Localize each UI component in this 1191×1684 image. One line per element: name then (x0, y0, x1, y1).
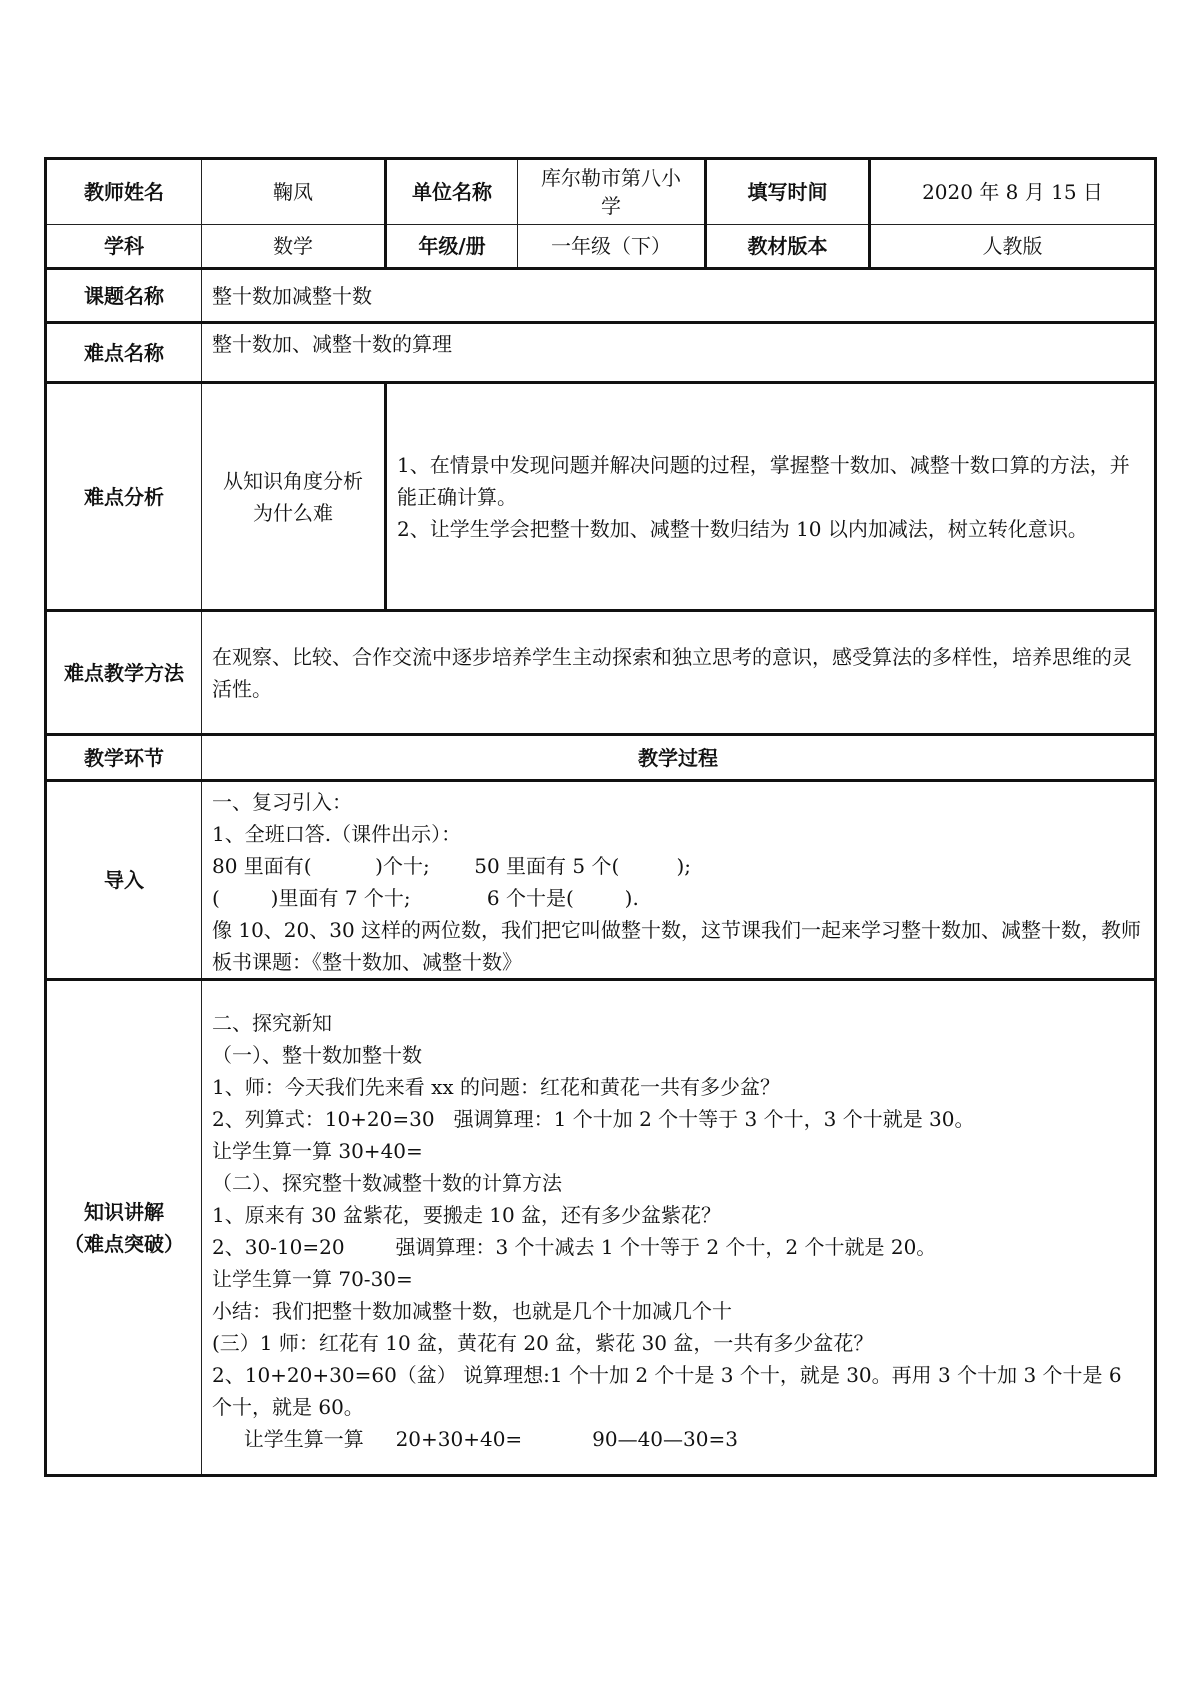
knowledge-line: （二）、探究整十数减整十数的计算方法 (212, 1171, 562, 1195)
table-row (46, 383, 1156, 611)
table-row (46, 735, 1156, 781)
subject-value: 数学 (202, 225, 386, 269)
knowledge-label (46, 980, 202, 1476)
knowledge-content (202, 980, 1156, 1476)
knowledge-line: 二、探究新知 (212, 1011, 332, 1035)
knowledge-line: 让学生算一算 30+40= (212, 1139, 423, 1163)
subject-label: 学科 (46, 225, 202, 269)
grade-label: 年级/册 (386, 225, 518, 269)
process-step-label: 教学环节 (46, 735, 202, 781)
knowledge-line: 1、师：今天我们先来看 xx 的问题：红花和黄花一共有多少盆？ (212, 1075, 780, 1099)
knowledge-label-line2: （难点突破） (64, 1231, 184, 1256)
topic-label: 课题名称 (46, 269, 202, 323)
topic-value: 整十数加减整十数 (202, 269, 1156, 323)
analysis-line: 2、让学生学会把整十数加、减整十数归结为 10 以内加减法，树立转化意识。 (397, 516, 1088, 541)
grade-value: 一年级（下） (518, 225, 706, 269)
table-row (46, 611, 1156, 735)
teacher-name-value: 鞠凤 (202, 159, 386, 225)
knowledge-line: 2、30-10=20 强调算理：3 个十减去 1 个十等于 2 个十，2 个十就是 20。 (212, 1235, 937, 1259)
intro-line: 一、复习引入： (212, 790, 352, 814)
table-row (46, 323, 1156, 383)
fill-date-label: 填写时间 (706, 159, 870, 225)
table-row (46, 980, 1156, 1476)
knowledge-line: 2、列算式：10+20=30 强调算理：1 个十加 2 个十等于 3 个十，3 个十就是 30。 (212, 1107, 975, 1131)
knowledge-label-line1: 知识讲解 (84, 1199, 164, 1224)
analysis-sub-label: 从知识角度分析为什么难 (202, 383, 386, 611)
knowledge-line: 小结：我们把整十数加减整十数，也就是几个十加减几个十 (212, 1299, 732, 1323)
knowledge-line: 2、10+20+30=60（盆） 说算理想:1 个十加 2 个十是 3 个十，就是 30。再用 3 个十加 3 个十是 6 个十，就是 60。 (212, 1363, 1122, 1419)
difficulty-value: 整十数加、减整十数的算理 (202, 323, 1156, 383)
knowledge-line: (三）1 师：红花有 10 盆，黄花有 20 盆，紫花 30 盆，一共有多少盆花？ (212, 1331, 874, 1355)
edition-label: 教材版本 (706, 225, 870, 269)
analysis-label: 难点分析 (46, 383, 202, 611)
lesson-plan-table (44, 157, 1157, 1477)
table-row (46, 225, 1156, 269)
intro-label: 导入 (46, 781, 202, 980)
intro-line: 80 里面有( )个十; 50 里面有 5 个( ); (212, 854, 692, 878)
difficulty-label: 难点名称 (46, 323, 202, 383)
intro-line: ( )里面有 7 个十; 6 个十是( ). (212, 886, 639, 910)
process-header: 教学过程 (202, 735, 1156, 781)
knowledge-line: （一）、整十数加整十数 (212, 1043, 422, 1067)
unit-name-label: 单位名称 (386, 159, 518, 225)
knowledge-line: 1、原来有 30 盆紫花，要搬走 10 盆，还有多少盆紫花？ (212, 1203, 722, 1227)
intro-line: 1、全班口答.（课件出示）： (212, 822, 462, 846)
knowledge-line: 让学生算一算 70-30= (212, 1267, 413, 1291)
table-row (46, 781, 1156, 980)
knowledge-line: 让学生算一算 20+30+40= 90—40—30=3 (212, 1427, 738, 1451)
analysis-text (386, 383, 1156, 611)
table-row (46, 159, 1156, 225)
edition-value: 人教版 (870, 225, 1156, 269)
method-label: 难点教学方法 (46, 611, 202, 735)
analysis-line: 1、在情景中发现问题并解决问题的过程，掌握整十数加、减整十数口算的方法，并能正确计算。 (397, 452, 1130, 509)
teacher-name-label: 教师姓名 (46, 159, 202, 225)
table-row (46, 269, 1156, 323)
unit-name-value: 库尔勒市第八小学 (518, 159, 706, 225)
fill-date-value: 2020 年 8 月 15 日 (870, 159, 1156, 225)
intro-line: 像 10、20、30 这样的两位数，我们把它叫做整十数，这节课我们一起来学习整十数加、减整十数，教师板书课题：《整十数加、减整十数》 (212, 918, 1142, 974)
intro-content (202, 781, 1156, 980)
method-text: 在观察、比较、合作交流中逐步培养学生主动探索和独立思考的意识，感受算法的多样性，培养思维的灵活性。 (202, 611, 1156, 735)
